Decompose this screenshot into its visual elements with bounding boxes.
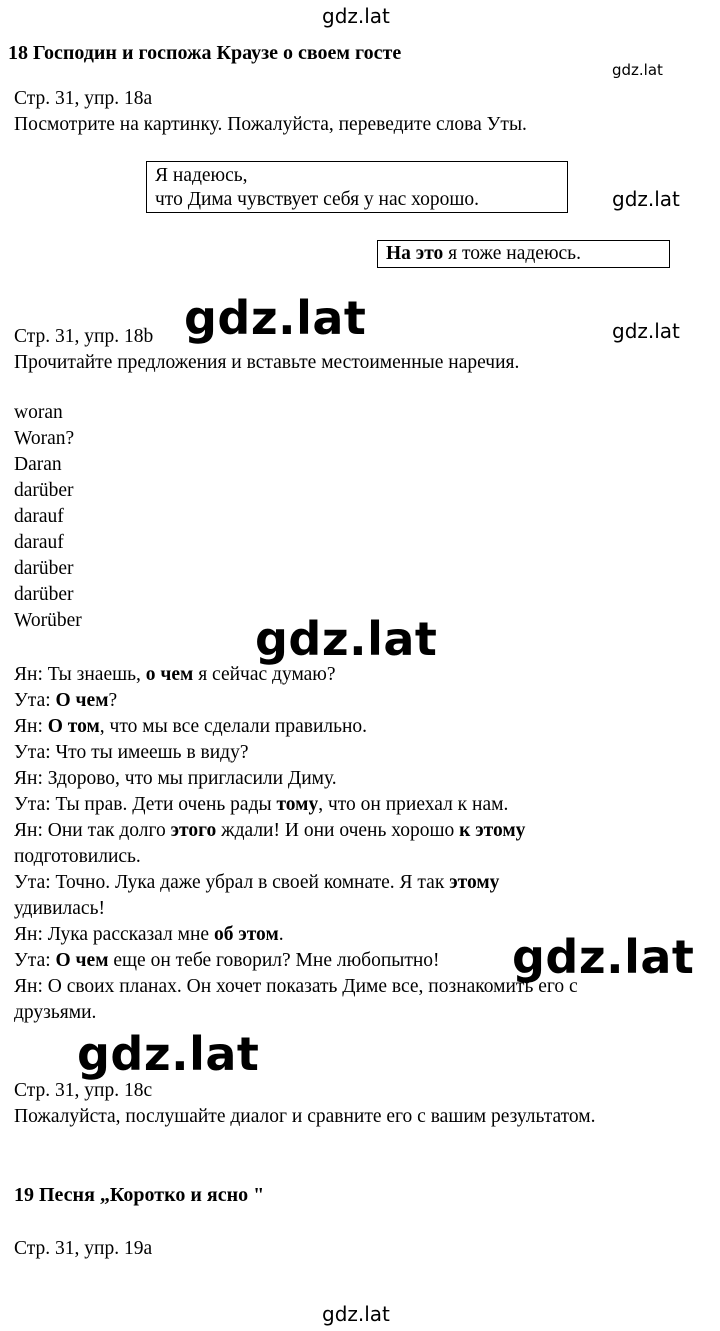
dialog-line-3: Ян: О том, что мы все сделали правильно. [14, 716, 368, 737]
dialog-line-8: подготовились. [14, 846, 141, 867]
dialog-line-1: Ян: Ты знаешь, о чем я сейчас думаю? [14, 664, 336, 685]
dialog-line-10: удивилась! [14, 898, 105, 919]
answer-word-7: darüber [14, 558, 74, 579]
answer-word-2: Woran? [14, 428, 75, 449]
dialog-line-6: Ута: Ты прав. Дети очень рады тому, что он приехал к нам. [14, 794, 509, 815]
speech-bubble-1 [146, 161, 568, 213]
dialog-line-9: Ута: Точно. Лука даже убрал в своей комнате. Я так этому [14, 872, 500, 893]
exercise-18b-ref: Стр. 31, упр. 18b [14, 326, 154, 347]
answer-word-6: darauf [14, 532, 64, 553]
bubble-2-bold: На это [386, 243, 444, 264]
watermark-bottom: gdz.lat [322, 1302, 390, 1326]
watermark-top: gdz.lat [322, 4, 390, 28]
dialog-line-2: Ута: О чем? [14, 690, 118, 711]
bubble-1-line-2: что Дима чувствует себя у нас хорошо. [155, 189, 480, 210]
dialog-line-5: Ян: Здорово, что мы пригласили Диму. [14, 768, 337, 789]
bubble-2-rest: я тоже надеюсь. [443, 243, 581, 264]
watermark-large-3: gdz.lat [512, 930, 695, 984]
watermark-corner: gdz.lat [612, 61, 663, 79]
watermark-right-1: gdz.lat [612, 187, 680, 211]
answer-word-1: woran [14, 402, 63, 423]
answer-word-8: darüber [14, 584, 74, 605]
section-18-heading: 18 Господин и госпожа Краузе о своем госте [8, 42, 402, 64]
bubble-2-text [386, 241, 581, 267]
dialog-line-7: Ян: Они так долго этого ждали! И они очень хорошо к этому [14, 820, 526, 841]
watermark-right-2: gdz.lat [612, 319, 680, 343]
dialog-line-12: Ута: О чем еще он тебе говорил? Мне любопытно! [14, 950, 440, 971]
exercise-18c-ref: Стр. 31, упр. 18c [14, 1080, 153, 1101]
dialog-line-13: Ян: О своих планах. Он хочет показать Диме все, познакомить его с [14, 976, 578, 997]
dialog-line-11: Ян: Лука рассказал мне об этом. [14, 924, 284, 945]
dialog-line-4: Ута: Что ты имеешь в виду? [14, 742, 249, 763]
answer-word-3: Daran [14, 454, 62, 475]
answer-word-5: darauf [14, 506, 64, 527]
exercise-19a-ref: Стр. 31, упр. 19a [14, 1238, 153, 1259]
bubble-1-line-1: Я надеюсь, [155, 165, 248, 186]
speech-bubble-2 [377, 240, 670, 268]
exercise-18a-instruction: Посмотрите на картинку. Пожалуйста, переведите слова Уты. [14, 114, 527, 135]
section-19-heading: 19 Песня „Коротко и ясно " [14, 1184, 265, 1206]
watermark-large-1: gdz.lat [184, 291, 367, 345]
dialog-line-14: друзьями. [14, 1002, 97, 1023]
exercise-18b-instruction: Прочитайте предложения и вставьте местоименные наречия. [14, 352, 520, 373]
watermark-large-4: gdz.lat [77, 1027, 260, 1081]
exercise-18a-ref: Стр. 31, упр. 18a [14, 88, 153, 109]
exercise-18c-instruction: Пожалуйста, послушайте диалог и сравните его с вашим результатом. [14, 1106, 596, 1127]
answer-word-4: darüber [14, 480, 74, 501]
watermark-large-2: gdz.lat [255, 612, 438, 666]
answer-word-9: Worüber [14, 610, 82, 631]
